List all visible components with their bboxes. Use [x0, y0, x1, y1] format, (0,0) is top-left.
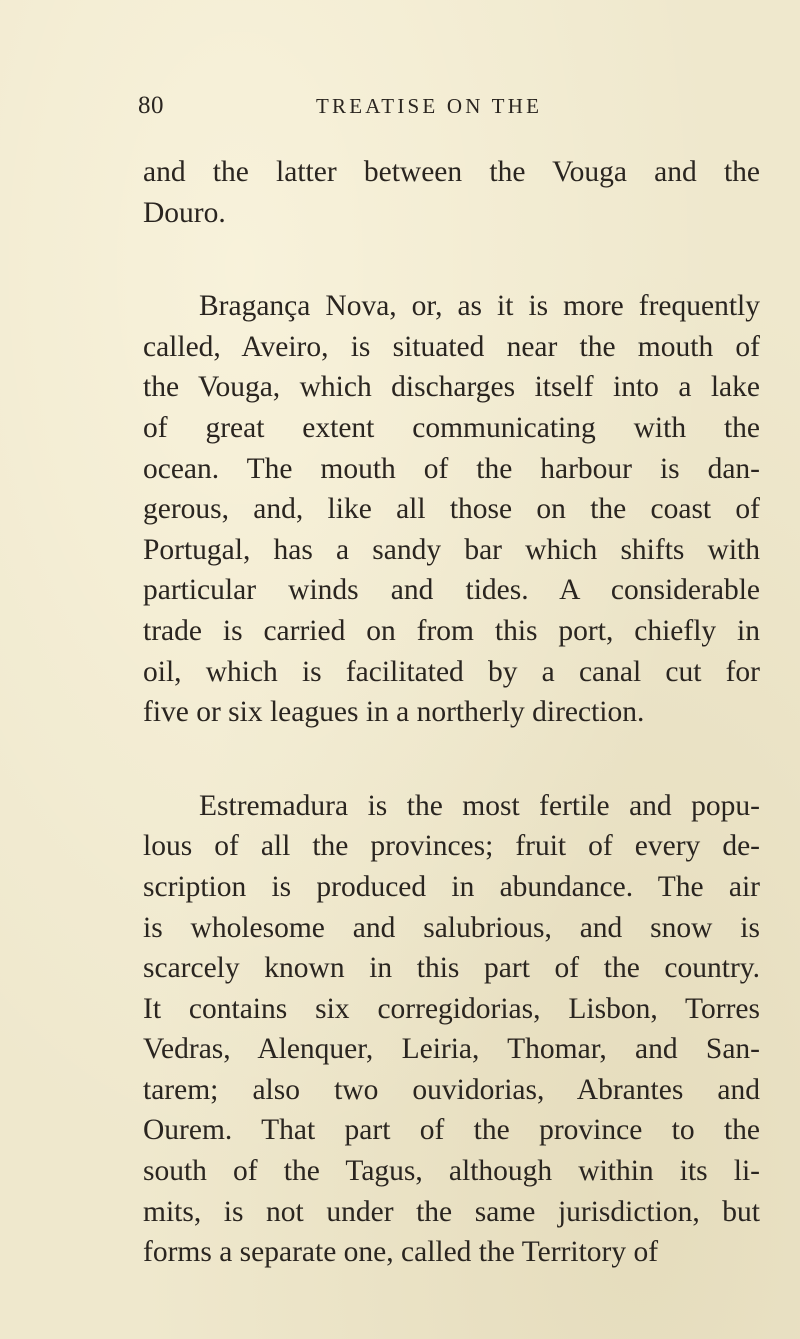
text-line: called, Aveiro, is situated near the mouth of: [143, 330, 760, 363]
text-line: and the latter between the Vouga and the: [143, 156, 760, 188]
text-line: Vedras, Alenquer, Leiria, Thomar, and San-: [143, 1033, 760, 1066]
text-line: trade is carried on from this port, chiefly in: [143, 614, 760, 647]
running-head: [138, 92, 758, 132]
running-title: TREATISE ON THE: [316, 94, 543, 118]
text-line: ocean. The mouth of the harbour is dan-: [143, 452, 760, 485]
text-line: particular winds and tides. A considerable: [143, 574, 760, 607]
text-line: of great extent communicating with the: [143, 411, 760, 444]
text-line: lous of all the provinces; fruit of every de-: [143, 830, 760, 863]
text-line: Bragança Nova, or, as it is more frequently: [199, 290, 760, 323]
page-number: 80: [138, 92, 164, 119]
text-line: mits, is not under the same jurisdiction, but: [143, 1195, 760, 1228]
text-line: Ourem. That part of the province to the: [143, 1114, 760, 1147]
text-line: five or six leagues in a northerly direction.: [143, 696, 645, 729]
text-line: oil, which is facilitated by a canal cut for: [143, 655, 760, 688]
text-line: the Vouga, which discharges itself into a lake: [143, 371, 760, 404]
paragraph-2: [143, 286, 760, 733]
text-line: Portugal, has a sandy bar which shifts with: [143, 533, 760, 566]
text-line: Estremadura is the most fertile and popu-: [199, 789, 760, 822]
text-line: scription is produced in abundance. The air: [143, 870, 760, 903]
text-line: forms a separate one, called the Territory of: [143, 1236, 659, 1269]
paragraph-1: [143, 152, 760, 233]
text-line: scarcely known in this part of the country.: [143, 952, 760, 985]
text-line: tarem; also two ouvidorias, Abrantes and: [143, 1073, 760, 1106]
text-line: gerous, and, like all those on the coast of: [143, 493, 760, 526]
text-line: It contains six corregidorias, Lisbon, Torres: [143, 992, 760, 1025]
text-line: is wholesome and salubrious, and snow is: [143, 911, 760, 944]
text-line: Douro.: [143, 196, 226, 229]
paragraph-3: [143, 786, 760, 1273]
body-text: [143, 152, 760, 1273]
text-line: south of the Tagus, although within its li-: [143, 1155, 760, 1188]
